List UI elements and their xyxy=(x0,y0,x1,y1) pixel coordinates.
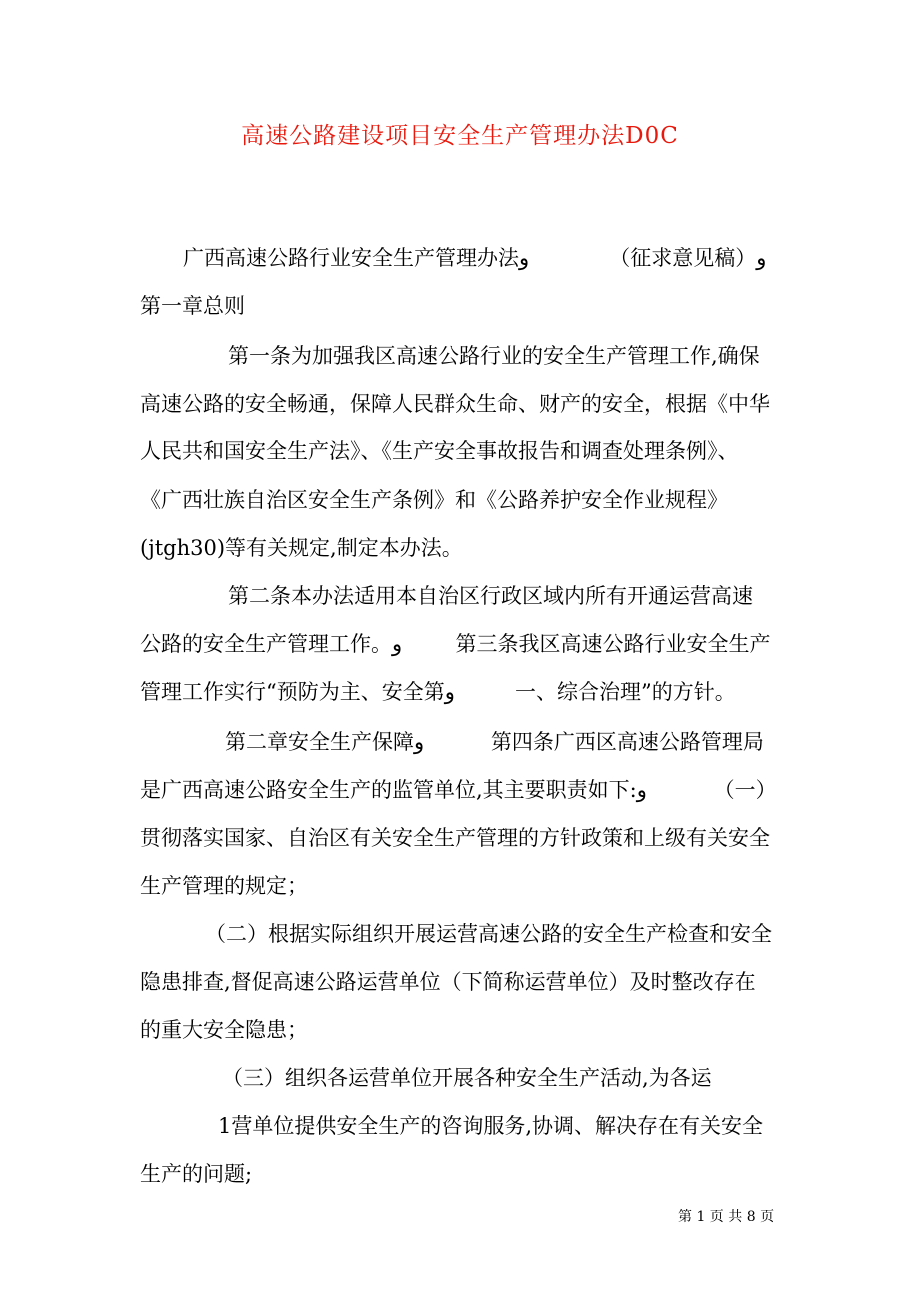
page-number-footer: 第 1 页 共 8 页 xyxy=(678,1209,775,1225)
text-line: 管理工作实行“预防为主、安全第و 一、综合治理”的方针。 xyxy=(140,680,736,704)
document-title: 高速公路建设项目安全生产管理办法D0C xyxy=(241,123,679,149)
text-line: 人民共和国安全生产法》、《生产安全事故报告和调查处理条例》、 xyxy=(140,439,739,463)
text-line: 生产的问题; xyxy=(140,1162,253,1186)
chapter-heading: 第一章总则 xyxy=(140,294,245,318)
text-line: 高速公路的安全畅通，保障人民群众生命、财产的安全，根据《中华 xyxy=(140,392,770,416)
text-line: 的重大安全隐患； xyxy=(140,1018,308,1042)
text-line: 生产管理的规定； xyxy=(140,874,308,898)
text-line: (jtgh30)等有关规定,制定本办法。 xyxy=(140,536,463,560)
text-line: 贯彻落实国家、自治区有关安全生产管理的方针政策和上级有关安全 xyxy=(140,826,770,850)
text-line: 第一条为加强我区高速公路行业的安全生产管理工作,确保 xyxy=(228,344,760,368)
text-line: 是广西高速公路安全生产的监管单位,其主要职责如下:و （一） xyxy=(140,778,777,802)
text-line: 《广西壮族自治区安全生产条例》和《公路养护安全作业规程》 xyxy=(140,488,728,512)
text-line: （三）组织各运营单位开展各种安全生产活动,为各运 xyxy=(222,1066,712,1090)
text-line: 公路的安全生产管理工作。و 第三条我区高速公路行业安全生产 xyxy=(140,632,771,656)
text-line: 第二章安全生产保障و 第四条广西区高速公路管理局 xyxy=(225,730,764,754)
text-line: 第二条本办法适用本自治区行政区域内所有开通运营高速 xyxy=(228,584,753,608)
text-line: 1营单位提供安全生产的咨询服务,协调、解决存在有关安全 xyxy=(218,1114,764,1138)
text-line: （二）根据实际组织开展运营高速公路的安全生产检查和安全 xyxy=(205,922,772,946)
text-line: 隐患排查,督促高速公路运营单位（下简称运营单位）及时整改存在 xyxy=(140,970,756,994)
text-line: 广西高速公路行业安全生产管理办法و （征求意见稿）و xyxy=(183,246,767,270)
